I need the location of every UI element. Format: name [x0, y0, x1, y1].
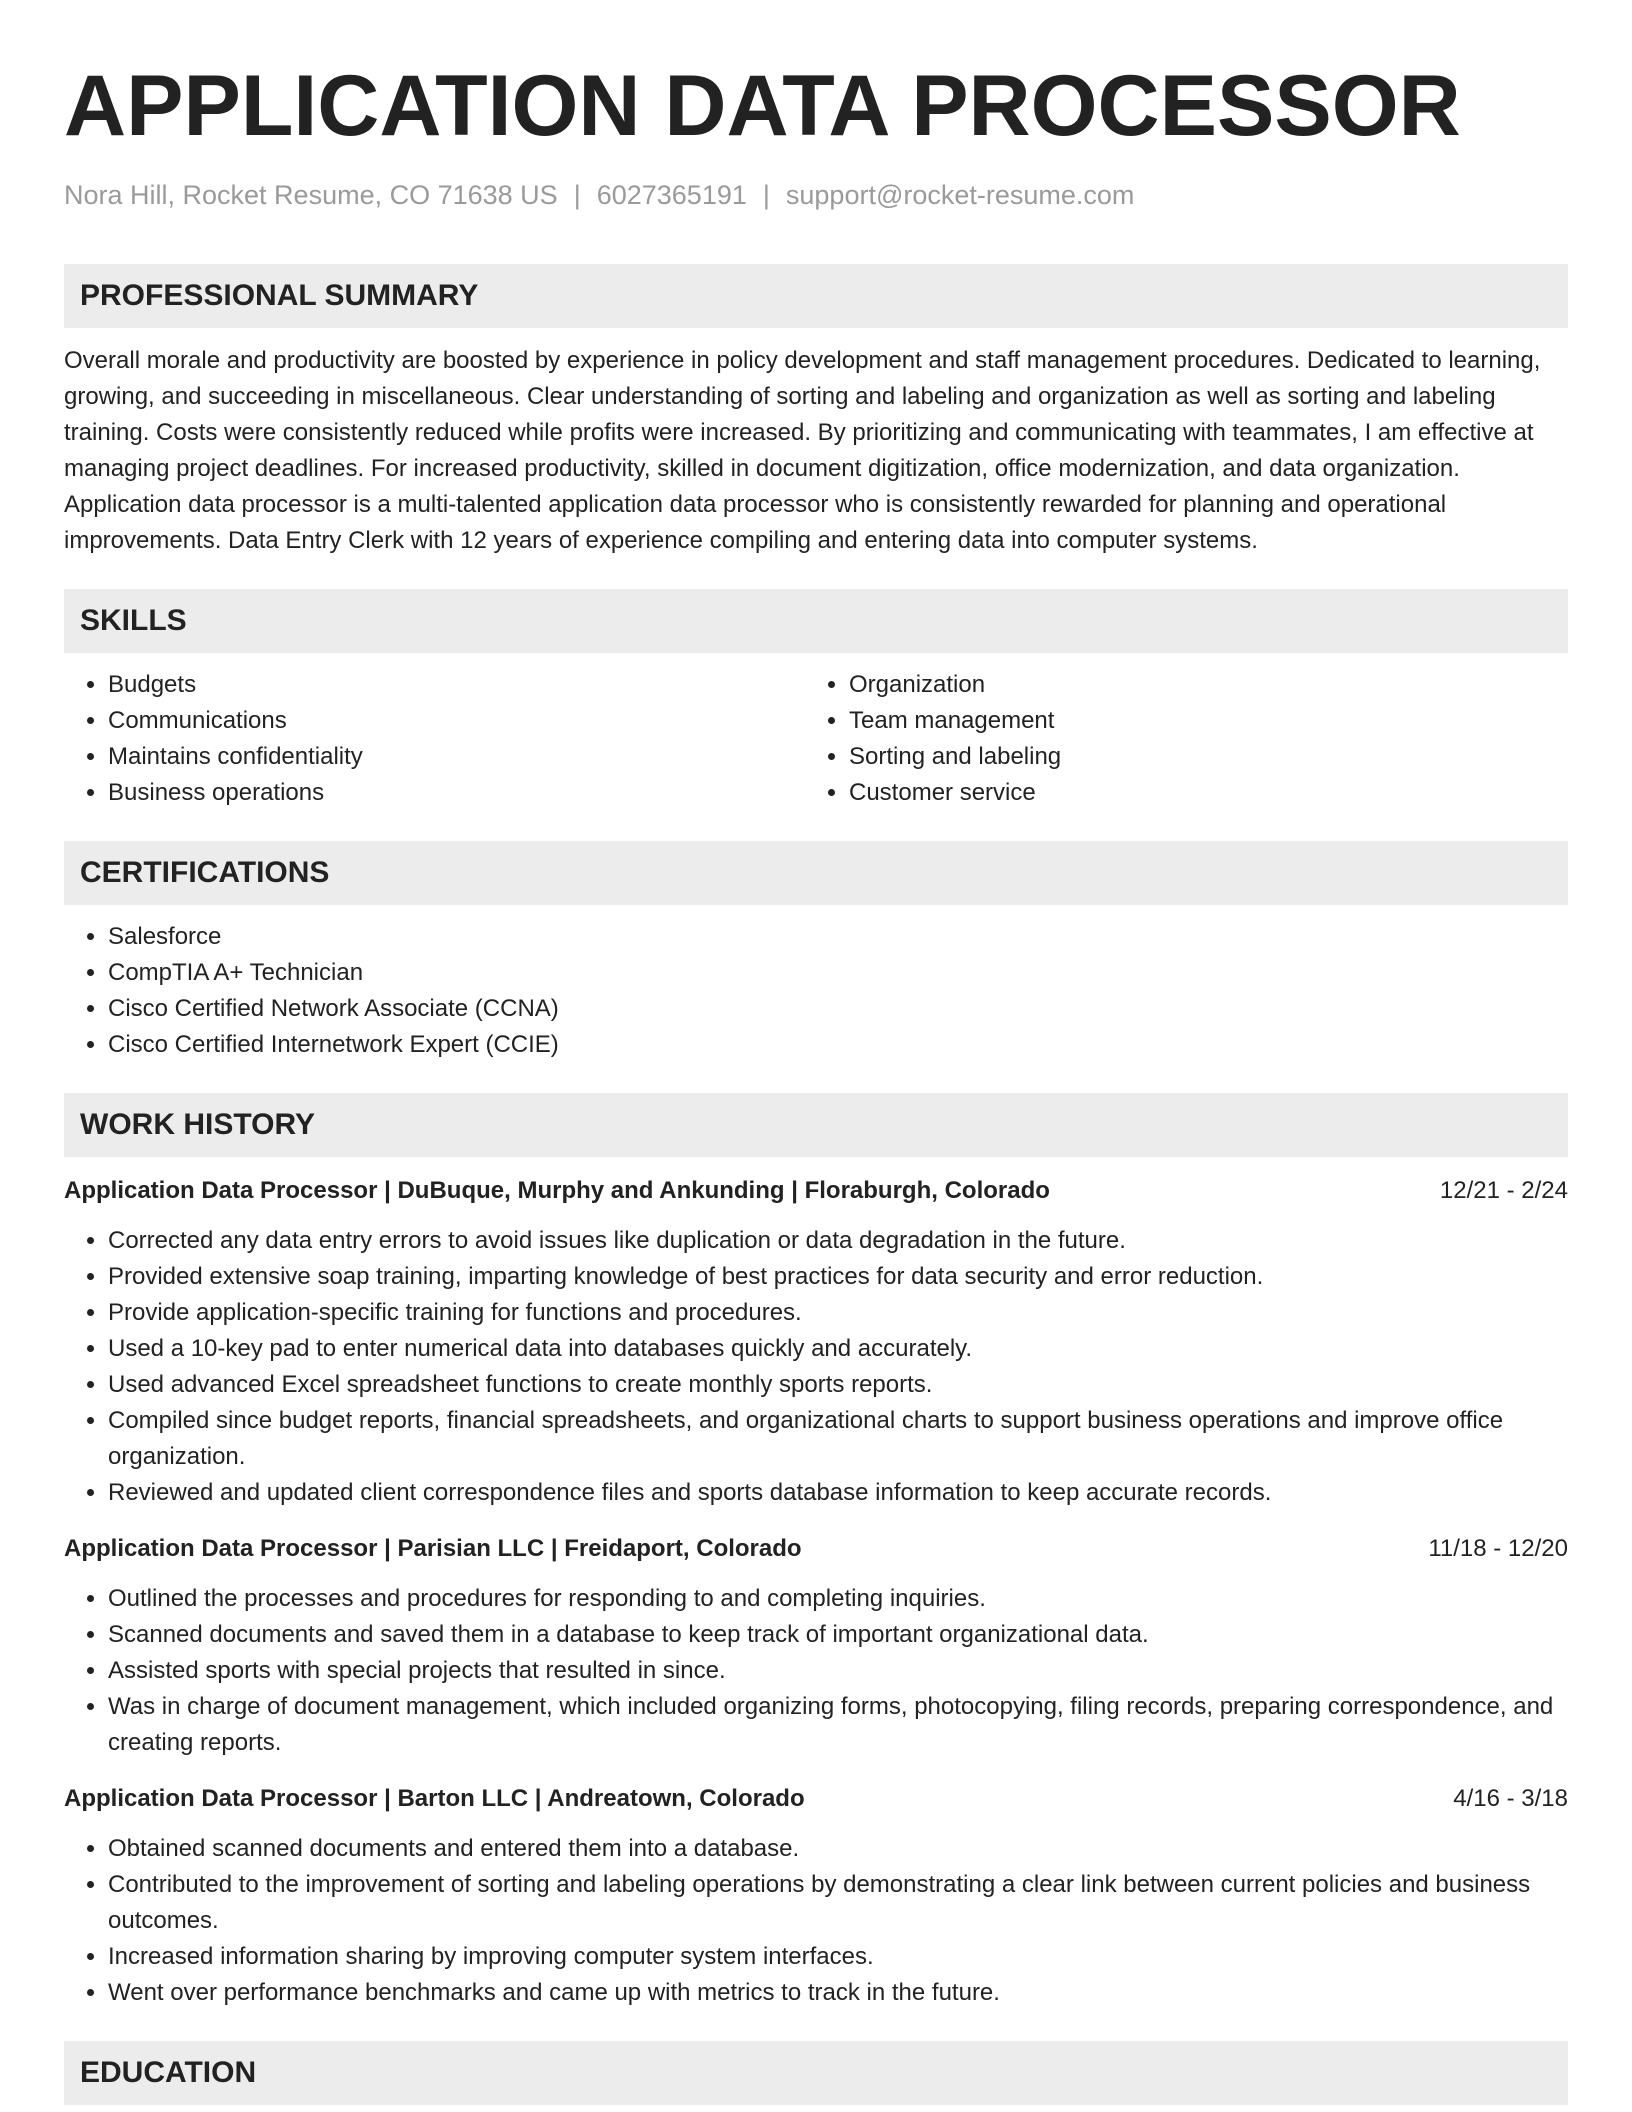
skill-item: • Team management [849, 703, 1568, 739]
skill-item: • Sorting and labeling [849, 739, 1568, 775]
summary-heading: PROFESSIONAL SUMMARY [64, 264, 1568, 328]
contact-email: support@rocket-resume.com [785, 180, 1135, 210]
skills-heading: SKILLS [64, 589, 1568, 653]
job-header [64, 1531, 1568, 1567]
job-bullet: • Went over performance benchmarks and came up with metrics to track in the future. [108, 1975, 1568, 2011]
work-history-heading: WORK HISTORY [64, 1093, 1568, 1157]
job-bullet: • Assisted sports with special projects that resulted in since. [108, 1653, 1568, 1689]
job-dates: 12/21 - 2/24 [1439, 1177, 1568, 1204]
job-title: Application Data Processor | DuBuque, Murphy and Ankunding | Floraburgh, Colorado [64, 1177, 1050, 1204]
job-bullet: • Compiled since budget reports, financial spreadsheets, and organizational charts to support business operations and improve office organization. [108, 1403, 1568, 1475]
job-entry [64, 1173, 1568, 1511]
skill-item: • Budgets [108, 667, 805, 703]
skills-column-1 [64, 667, 805, 811]
job-bullet: • Obtained scanned documents and entered them into a database. [108, 1831, 1568, 1867]
skill-item: • Business operations [108, 775, 805, 811]
job-bullet: • Provided extensive soap training, imparting knowledge of best practices for data security and error reduction. [108, 1259, 1568, 1295]
job-bullet: • Scanned documents and saved them in a database to keep track of important organizational data. [108, 1617, 1568, 1653]
job-bullet: • Increased information sharing by improving computer system interfaces. [108, 1939, 1568, 1975]
job-dates: 11/18 - 12/20 [1428, 1535, 1568, 1562]
certifications-heading: CERTIFICATIONS [64, 841, 1568, 905]
job-title: Application Data Processor | Parisian LLC | Freidaport, Colorado [64, 1535, 802, 1562]
job-entry [64, 1781, 1568, 2011]
skills-list [64, 667, 1568, 811]
job-header [64, 1781, 1568, 1817]
skill-item: • Customer service [849, 775, 1568, 811]
job-bullet: • Used advanced Excel spreadsheet functions to create monthly sports reports. [108, 1367, 1568, 1403]
certification-item: • CompTIA A+ Technician [108, 955, 1568, 991]
skill-item: • Organization [849, 667, 1568, 703]
summary-text: Overall morale and productivity are boosted by experience in policy development and staff management procedures. Dedicated to learning, growing, and succeeding in miscellaneous. Clear understanding of sorting and labeling and organization as well as sorting and labeling training. Costs were consistently reduced while profits were increased. By prioritizing and communicating with teammates, I am effective at managing project deadlines. For increased productivity, skilled in document digitization, office modernization, and data organization. Application data processor is a multi-talented application data processor who is consistently rewarded for planning and operational improvements. Data Entry Clerk with 12 years of experience compiling and entering data into computer systems. [64, 347, 1541, 554]
job-bullet: • Reviewed and updated client correspondence files and sports database information to keep accurate records. [108, 1475, 1568, 1511]
certification-item: • Salesforce [108, 919, 1568, 955]
job-bullet: • Provide application-specific training for functions and procedures. [108, 1295, 1568, 1331]
resume-name: APPLICATION DATA PROCESSOR [64, 58, 1461, 154]
skills-column-2 [805, 667, 1568, 811]
contact-address: Nora Hill, Rocket Resume, CO 71638 US [64, 180, 558, 210]
skill-item: • Maintains confidentiality [108, 739, 805, 775]
job-bullets [64, 1223, 1568, 1511]
certifications-list [64, 919, 1568, 1063]
education-heading: EDUCATION [64, 2041, 1568, 2105]
contact-separator: | [573, 180, 581, 210]
skill-item: • Communications [108, 703, 805, 739]
job-bullets [64, 1831, 1568, 2011]
job-bullet: • Contributed to the improvement of sorting and labeling operations by demonstrating a clear link between current policies and business outcomes. [108, 1867, 1568, 1939]
job-bullet: • Was in charge of document management, which included organizing forms, photocopying, filing records, preparing correspondence, and creating reports. [108, 1689, 1568, 1761]
job-bullet: • Corrected any data entry errors to avoid issues like duplication or data degradation in the future. [108, 1223, 1568, 1259]
job-header [64, 1173, 1568, 1209]
certification-item: • Cisco Certified Internetwork Expert (CCIE) [108, 1027, 1568, 1063]
job-entry [64, 1531, 1568, 1761]
job-dates: 4/16 - 3/18 [1453, 1785, 1568, 1812]
job-bullet: • Used a 10-key pad to enter numerical data into databases quickly and accurately. [108, 1331, 1568, 1367]
job-bullets [64, 1581, 1568, 1761]
contact-phone: 6027365191 [596, 180, 747, 210]
job-bullet: • Outlined the processes and procedures for responding to and completing inquiries. [108, 1581, 1568, 1617]
certification-item: • Cisco Certified Network Associate (CCNA) [108, 991, 1568, 1027]
job-title: Application Data Processor | Barton LLC | Andreatown, Colorado [64, 1785, 805, 1812]
contact-line [64, 178, 1568, 212]
contact-separator: | [762, 180, 770, 210]
